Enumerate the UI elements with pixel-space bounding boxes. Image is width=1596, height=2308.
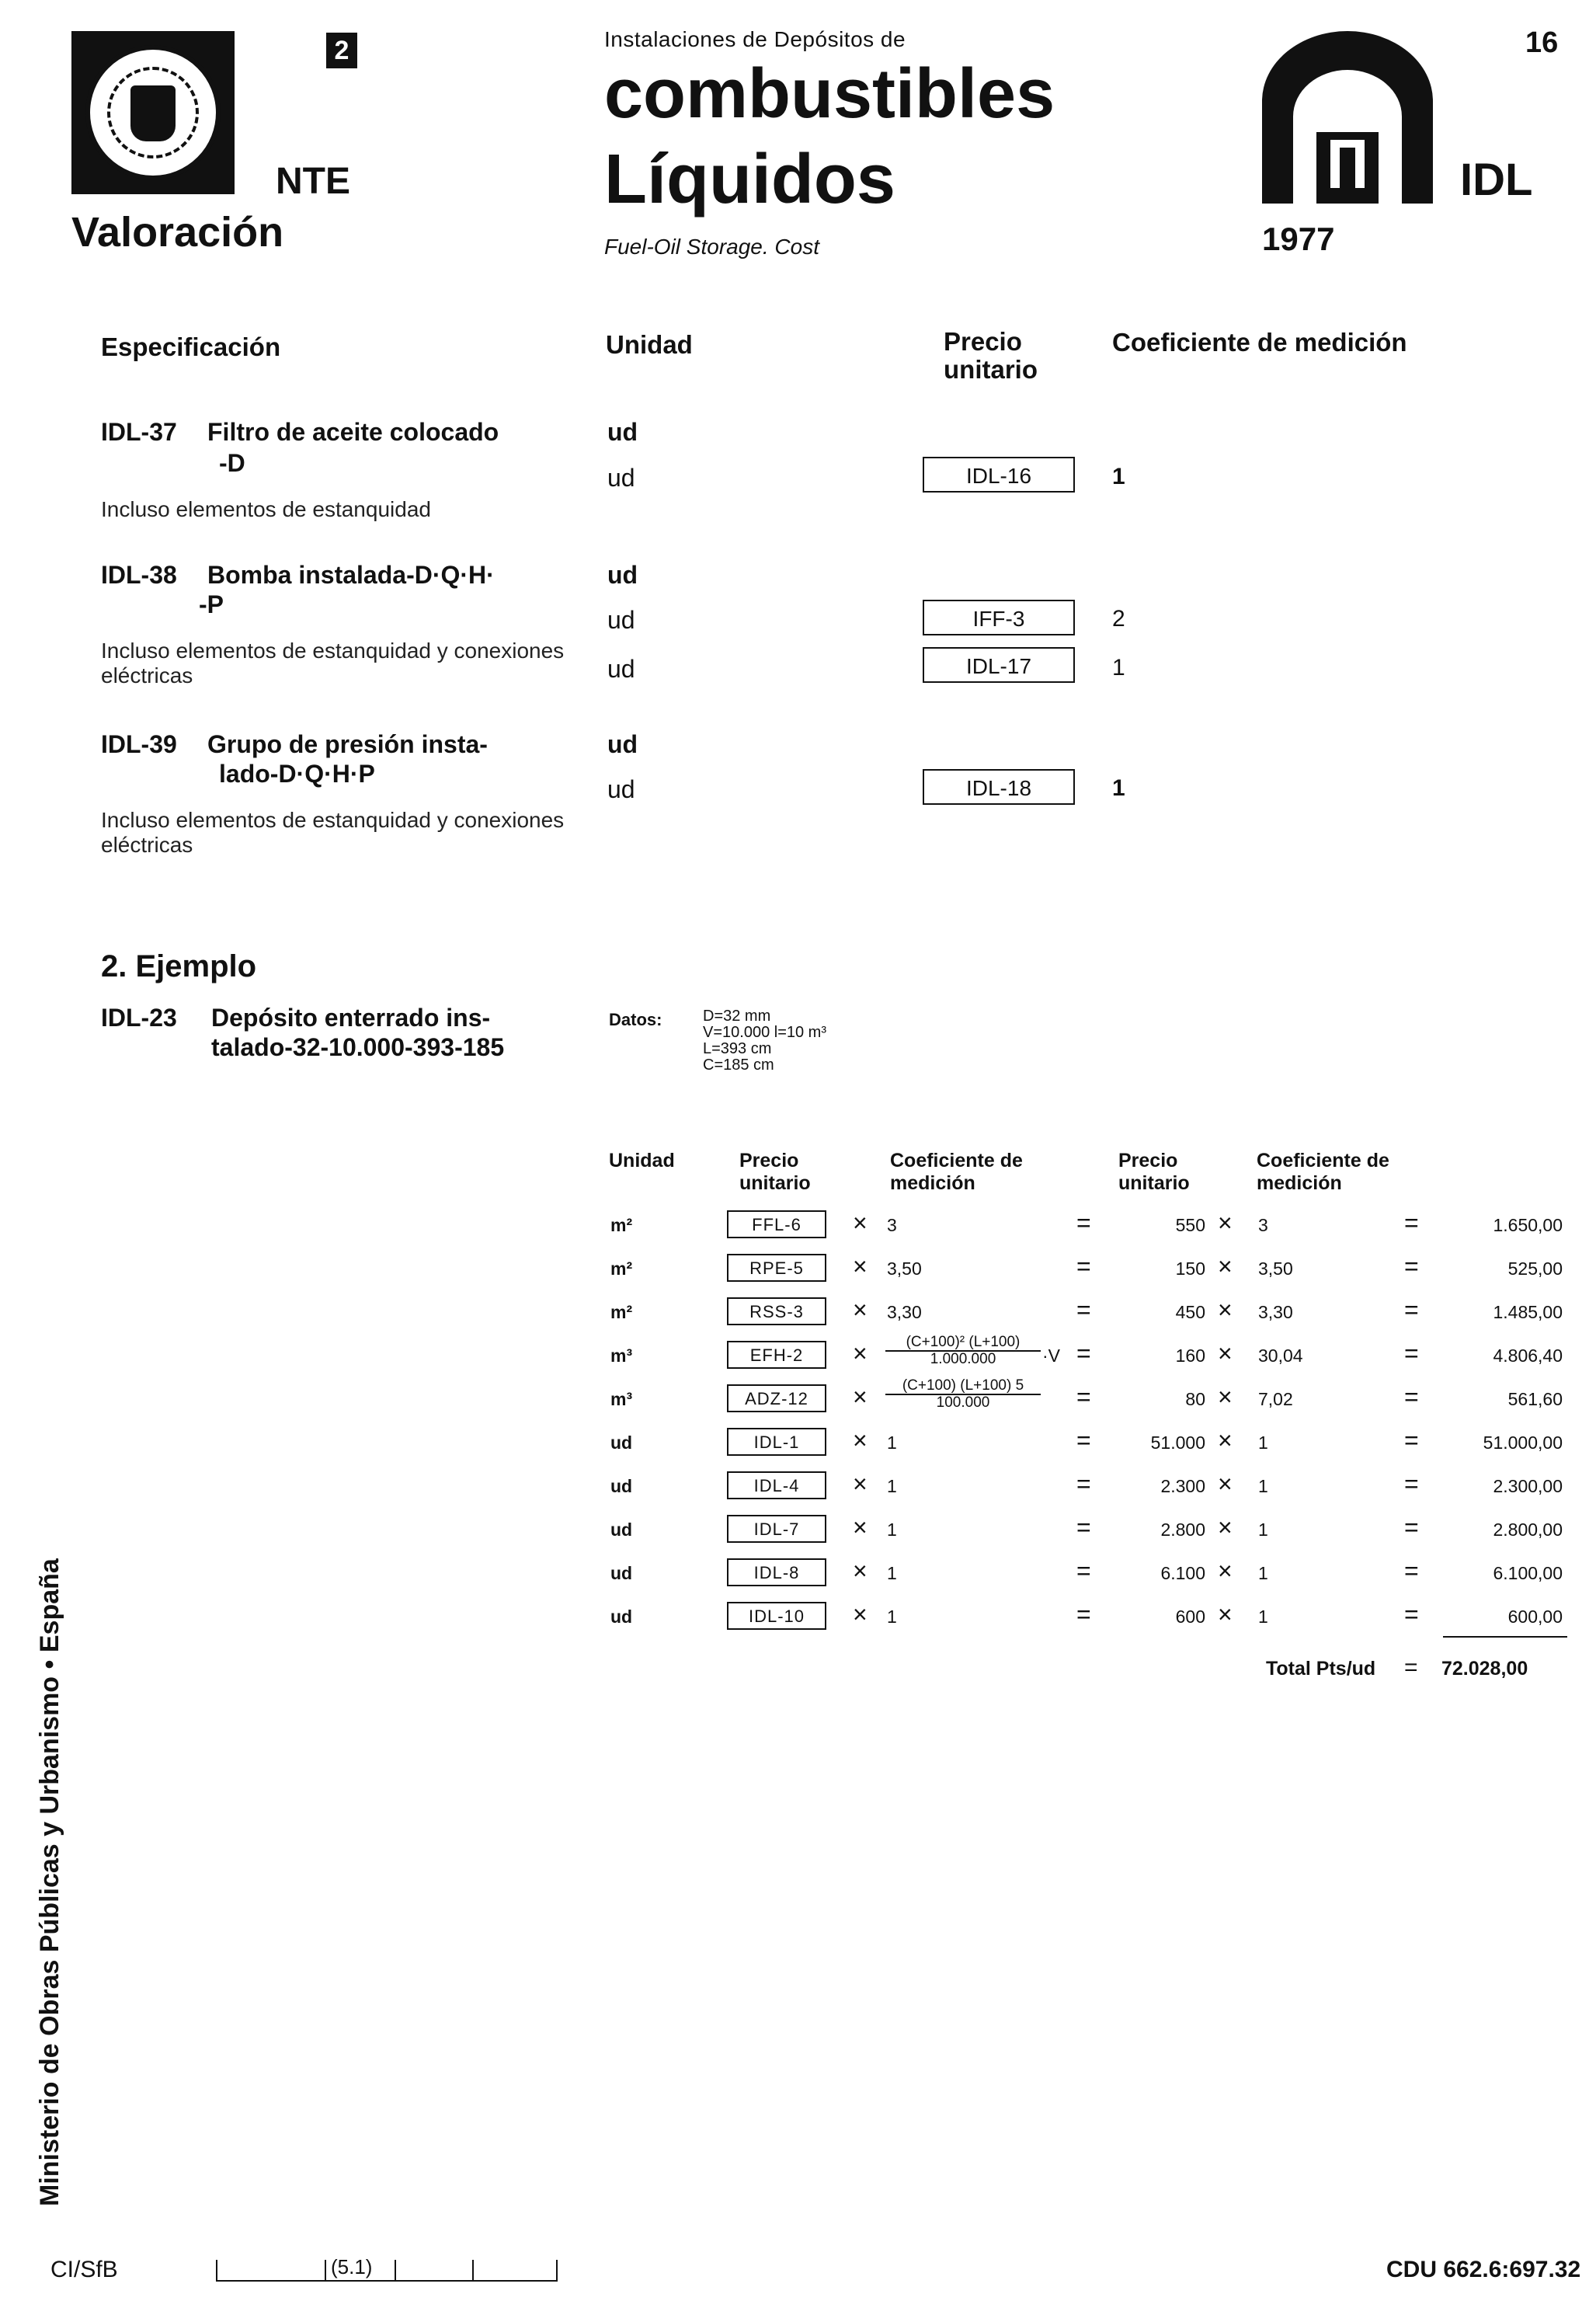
spec-note: Incluso elementos de estanquidad y conexiones eléctricas [101, 639, 565, 688]
row-coef-value: 30,04 [1258, 1345, 1303, 1366]
times-sign: × [853, 1339, 868, 1367]
section-title: Valoración [71, 209, 284, 256]
row-total: 4.806,40 [1493, 1345, 1563, 1366]
subtitle: Instalaciones de Depósitos de [604, 27, 906, 51]
ex-col-coef: Coeficiente de medición [890, 1150, 1023, 1194]
spec-code: IDL-39 [101, 730, 177, 758]
example-heading: 2. Ejemplo [101, 949, 257, 983]
total-value: 72.028,00 [1441, 1658, 1528, 1680]
datos-item: C=185 cm [703, 1057, 774, 1074]
datos-list [703, 1008, 826, 1074]
price-ref-box: IDL-16 [923, 457, 1075, 493]
times-sign: × [853, 1600, 868, 1628]
spec-title-cont: lado-D·Q·H·P [219, 760, 375, 788]
english-title: Fuel-Oil Storage. Cost [604, 235, 819, 259]
row-coef: 1 [887, 1432, 897, 1453]
price-ref-box: IDL-18 [923, 769, 1075, 805]
row-coef-formula [885, 1335, 1041, 1367]
times-sign: × [853, 1296, 868, 1324]
row-total: 6.100,00 [1493, 1563, 1563, 1583]
times-sign: × [853, 1426, 868, 1454]
row-unit-price: 150 [1175, 1258, 1205, 1279]
times-sign: × [1218, 1383, 1233, 1411]
row-unit: m² [610, 1258, 633, 1279]
times-sign: × [1218, 1252, 1233, 1280]
equals-sign: = [1404, 1296, 1419, 1324]
formula-numerator: (C+100) (L+100) 5 [885, 1378, 1041, 1395]
col-header-price: Precio unitario [944, 327, 1038, 385]
row-total: 2.300,00 [1493, 1476, 1563, 1496]
times-sign: × [1218, 1513, 1233, 1541]
col-header-coef: Coeficiente de medición [1112, 328, 1407, 357]
equals-sign: = [1404, 1252, 1419, 1280]
coef-value: 1 [1112, 775, 1125, 801]
row-coef-value: 1 [1258, 1607, 1268, 1627]
document-code: IDL [1460, 155, 1533, 205]
row-unit: ud [610, 1563, 633, 1583]
equals-sign: = [1404, 1383, 1419, 1411]
row-total: 1.650,00 [1493, 1215, 1563, 1235]
equals-sign: = [1076, 1557, 1091, 1585]
ex-col-price-2: Precio unitario [1118, 1150, 1190, 1194]
row-price-ref: IDL-8 [727, 1558, 826, 1586]
row-total: 1.485,00 [1493, 1302, 1563, 1322]
row-coef: 3,30 [887, 1302, 922, 1322]
spec-title: Grupo de presión insta- [207, 730, 488, 758]
row-price-ref: IDL-7 [727, 1515, 826, 1543]
row-unit: m³ [610, 1345, 633, 1366]
row-unit: ud [610, 1607, 633, 1627]
spec-title-cont: -D [219, 449, 245, 477]
spec-title-cont: -P [199, 590, 224, 618]
equals-sign: = [1404, 1209, 1419, 1237]
row-coef-value: 1 [1258, 1563, 1268, 1583]
row-total: 525,00 [1507, 1258, 1563, 1279]
cisfb-classification-box [216, 2255, 558, 2282]
spec-note: Incluso elementos de estanquidad [101, 497, 431, 521]
row-total: 561,60 [1507, 1389, 1563, 1409]
equals-sign: = [1076, 1209, 1091, 1237]
row-coef: 1 [887, 1520, 897, 1540]
times-sign: × [853, 1557, 868, 1585]
times-sign: × [1218, 1557, 1233, 1585]
example-title-cont: talado-32-10.000-393-185 [211, 1033, 505, 1061]
row-price-ref: RPE-5 [727, 1254, 826, 1282]
formula-denominator: 1.000.000 [930, 1350, 996, 1367]
row-coef-value: 3,50 [1258, 1258, 1293, 1279]
formula-denominator: 100.000 [936, 1394, 990, 1411]
equals-sign: = [1076, 1252, 1091, 1280]
row-unit: m² [610, 1215, 633, 1235]
equals-sign: = [1076, 1339, 1091, 1367]
ministry-seal-logo [71, 31, 235, 194]
row-price-ref: IDL-4 [727, 1471, 826, 1499]
times-sign: × [1218, 1426, 1233, 1454]
row-price-ref: FFL-6 [727, 1210, 826, 1238]
spec-unit: ud [607, 730, 638, 758]
datos-item: D=32 mm [703, 1008, 771, 1025]
row-unit-price: 450 [1175, 1302, 1205, 1322]
page-number: 16 [1525, 26, 1559, 59]
equals-sign: = [1076, 1383, 1091, 1411]
row-price-ref: ADZ-12 [727, 1384, 826, 1412]
row-total: 2.800,00 [1493, 1520, 1563, 1540]
times-sign: × [853, 1513, 868, 1541]
row-total: 51.000,00 [1483, 1432, 1563, 1453]
example-code: IDL-23 [101, 1004, 177, 1032]
row-price-ref: EFH-2 [727, 1341, 826, 1369]
row-unit: m³ [610, 1389, 633, 1409]
spec-unit: ud [607, 606, 635, 634]
spec-title: Bomba instalada-D·Q·H· [207, 561, 495, 589]
row-coef-value: 1 [1258, 1432, 1268, 1453]
row-price-ref: IDL-10 [727, 1602, 826, 1630]
times-sign: × [1218, 1209, 1233, 1237]
row-unit: ud [610, 1520, 633, 1540]
row-unit-price: 51.000 [1150, 1432, 1205, 1453]
times-sign: × [1218, 1600, 1233, 1628]
times-sign: × [853, 1383, 868, 1411]
col-header-unit: Unidad [606, 330, 693, 359]
times-sign: × [1218, 1339, 1233, 1367]
row-unit-price: 160 [1175, 1345, 1205, 1366]
row-unit: m² [610, 1302, 633, 1322]
row-price-ref: IDL-1 [727, 1428, 826, 1456]
row-coef-value: 7,02 [1258, 1389, 1293, 1409]
times-sign: × [1218, 1296, 1233, 1324]
sheet-number: 2 [326, 33, 357, 68]
row-coef: 3,50 [887, 1258, 922, 1279]
datos-item: V=10.000 l=10 m³ [703, 1024, 826, 1041]
ex-col-coef-2: Coeficiente de medición [1257, 1150, 1389, 1194]
equals-sign: = [1404, 1426, 1419, 1454]
year: 1977 [1262, 221, 1335, 257]
row-unit-price: 2.300 [1160, 1476, 1205, 1496]
equals-sign: = [1076, 1600, 1091, 1628]
row-coef-value: 3 [1258, 1215, 1268, 1235]
idl-arch-logo [1262, 31, 1433, 204]
row-coef: 1 [887, 1563, 897, 1583]
times-sign: × [853, 1252, 868, 1280]
price-ref-box: IDL-17 [923, 647, 1075, 683]
example-title: Depósito enterrado ins- [211, 1004, 491, 1032]
equals-sign: = [1076, 1426, 1091, 1454]
cdu-code: CDU 662.6:697.32 [1386, 2257, 1581, 2282]
times-sign: × [1218, 1470, 1233, 1498]
datos-item: L=393 cm [703, 1040, 772, 1057]
spec-unit: ud [607, 775, 635, 803]
equals-sign: = [1076, 1513, 1091, 1541]
equals-sign: = [1404, 1513, 1419, 1541]
title-line-1: combustibles [604, 55, 1055, 133]
title-line-2: Líquidos [604, 141, 895, 218]
row-price-ref: RSS-3 [727, 1297, 826, 1325]
spec-title: Filtro de aceite colocado [207, 418, 499, 446]
row-coef-formula [885, 1378, 1041, 1411]
spec-code: IDL-38 [101, 561, 177, 589]
spec-code: IDL-37 [101, 418, 177, 446]
datos-label: Datos: [609, 1010, 662, 1029]
times-sign: × [853, 1209, 868, 1237]
ex-col-unit: Unidad [609, 1150, 675, 1171]
row-unit-price: 80 [1185, 1389, 1205, 1409]
spec-note: Incluso elementos de estanquidad y conexiones eléctricas [101, 808, 565, 858]
spec-unit: ud [607, 464, 635, 492]
spec-unit: ud [607, 561, 638, 589]
cisfb-label: CI/SfB [50, 2257, 118, 2282]
spec-unit: ud [607, 418, 638, 446]
spec-unit: ud [607, 655, 635, 683]
row-unit-price: 600 [1175, 1607, 1205, 1627]
ex-col-price: Precio unitario [739, 1150, 811, 1194]
row-unit: ud [610, 1476, 633, 1496]
times-sign: × [853, 1470, 868, 1498]
equals-sign: = [1404, 1600, 1419, 1628]
equals-sign: = [1404, 1557, 1419, 1585]
row-coef: 3 [887, 1215, 897, 1235]
side-publisher: Ministerio de Obras Públicas y Urbanismo • España [35, 1558, 64, 2206]
col-header-spec: Especificación [101, 332, 281, 361]
equals-sign: = [1404, 1470, 1419, 1498]
row-coef-value: 1 [1258, 1476, 1268, 1496]
row-coef-value: 3,30 [1258, 1302, 1293, 1322]
equals-sign: = [1076, 1470, 1091, 1498]
total-equals: = [1404, 1655, 1418, 1680]
formula-suffix: ·V [1042, 1345, 1060, 1366]
row-coef: 1 [887, 1476, 897, 1496]
total-label: Total Pts/ud [1266, 1658, 1376, 1680]
coef-value: 1 [1112, 655, 1125, 681]
row-total: 600,00 [1507, 1607, 1563, 1627]
row-unit-price: 6.100 [1160, 1563, 1205, 1583]
equals-sign: = [1076, 1296, 1091, 1324]
price-ref-box: IFF-3 [923, 600, 1075, 635]
row-coef: 1 [887, 1607, 897, 1627]
cisfb-code: (5.1) [331, 2255, 373, 2278]
equals-sign: = [1404, 1339, 1419, 1367]
total-rule [1443, 1636, 1567, 1638]
row-unit-price: 2.800 [1160, 1520, 1205, 1540]
formula-numerator: (C+100)² (L+100) [885, 1335, 1041, 1352]
row-unit: ud [610, 1432, 633, 1453]
nte-label: NTE [276, 161, 350, 202]
coef-value: 2 [1112, 606, 1125, 632]
row-coef-value: 1 [1258, 1520, 1268, 1540]
row-unit-price: 550 [1175, 1215, 1205, 1235]
coef-value: 1 [1112, 464, 1125, 489]
